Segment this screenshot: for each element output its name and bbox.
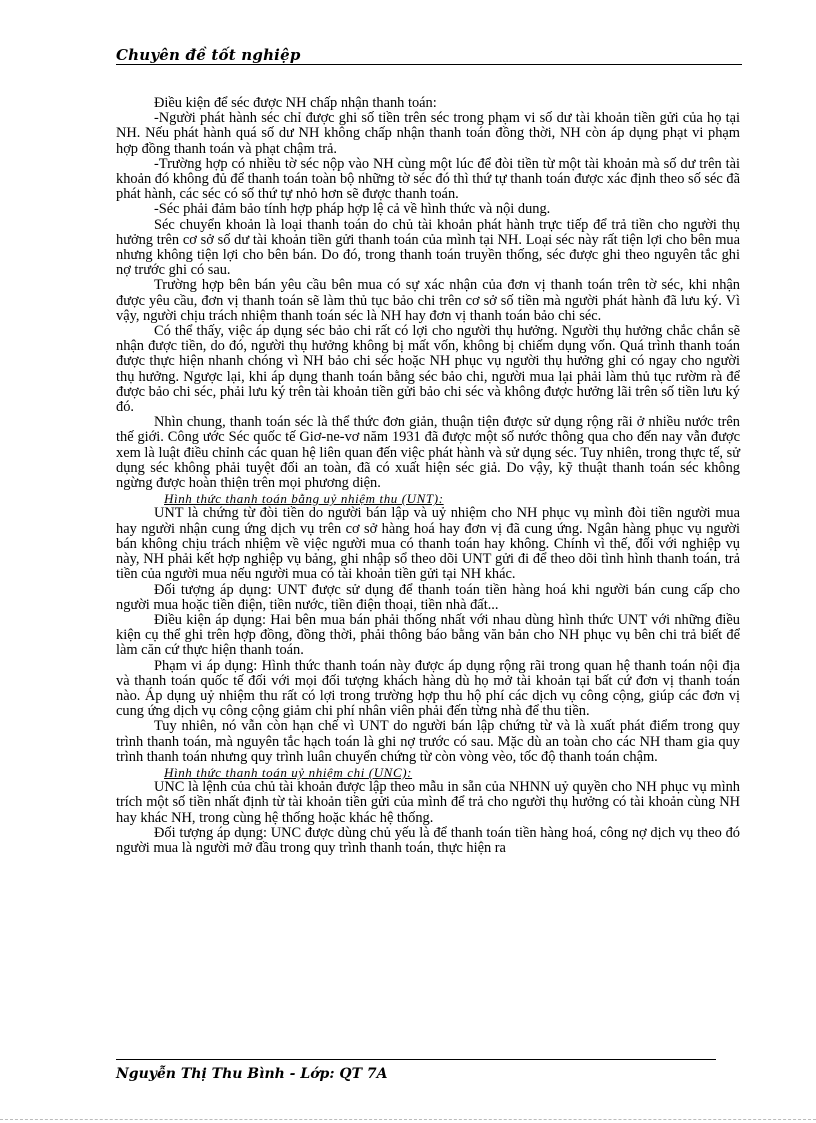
document-body — [116, 96, 740, 856]
paragraph: Trường hợp bên bán yêu cầu bên mua có sự xác nhận của đơn vị thanh toán trên tờ séc, khi nhận được yêu cầu, đơn vị thanh toán sẽ làm thủ tục bảo chi trên cơ sở số tiền mà người phát hành đã lưu ký. Vì vậy, người chịu trách nhiệm thanh toán séc là NH hay đơn vị thanh toán bảo chi séc. — [116, 277, 740, 324]
paragraph: Séc chuyển khoản là loại thanh toán do chủ tài khoản phát hành trực tiếp để trả tiền cho người thụ hưởng trên cơ sở số dư tài khoản tiền gửi thanh toán của mình tại NH. Loại séc này rất tiện lợi cho bên mua nhưng không tiện lợi cho bên bán. Do đó, trong thanh toán truyền thống, séc được ghi theo nguyên tắc ghi nợ trước ghi có sau. — [116, 216, 740, 279]
paragraph: Tuy nhiên, nó vẫn còn hạn chế vì UNT do người bán lập chứng từ và là xuất phát điểm trong quy trình thanh toán, mà nguyên tắc hạch toán là ghi nợ trước có sau. Mặc dù an toàn cho các NH tham gia quy trình thanh toán nhưng quy trình luân chuyển chứng từ còn vòng vèo, tốc độ thanh toán chậm. — [116, 718, 740, 765]
paragraph: Điều kiện để séc được NH chấp nhận thanh toán: — [154, 95, 437, 111]
paragraph: UNT là chứng từ đòi tiền do người bán lập và uỷ nhiệm cho NH phục vụ mình đòi tiền người mua hay người nhận cung ứng dịch vụ trên cơ sở hàng hoá hay đơn vị đã cung ứng. Ngân hàng phục vụ người bán không chịu trách nhiệm về việc người mua có thanh toán hay không. Chính vì thế, đối với nghiệp vụ này, NH phải kết hợp nghiệp vụ bảng, ghi nhập sổ theo dõi UNT gửi đi để theo dõi tình hình thanh toán, trả tiền của người mua nếu người mua có tài khoản tiền gửi tại NH khác. — [116, 505, 740, 583]
paragraph: Đối tượng áp dụng: UNT được sử dụng để thanh toán tiền hàng hoá khi người bán cung cấp cho người mua hoặc tiền điện, tiền nước, tiền điện thoại, tiền nhà đất... — [116, 581, 740, 613]
section-heading-unt: Hình thức thanh toán bằng uỷ nhiệm thu (UNT): — [164, 491, 444, 507]
paragraph: Phạm vi áp dụng: Hình thức thanh toán này được áp dụng rộng rãi trong quan hệ thanh toán nội địa và thanh toán quốc tế đối với mọi đối tượng khách hàng dù họ mở tài khoản tại bất cứ đơn vị thanh toán nào. Áp dụng uỷ nhiệm thu rất có lợi trong trường hợp thu hộ phí các dịch vụ công cộng, giúp các đơn vị cung ứng dịch vụ công cộng giảm chi phí nhân viên phải đến từng nhà để thu tiền. — [116, 657, 740, 720]
header-rule — [116, 64, 742, 65]
page-header — [116, 46, 742, 64]
paragraph: -Séc phải đảm bảo tính hợp pháp hợp lệ cả về hình thức và nội dung. — [154, 201, 551, 218]
section-heading-unc: Hình thức thanh toán uỷ nhiệm chi (UNC): — [164, 764, 413, 780]
footer-rule — [116, 1059, 716, 1060]
page-bottom-divider — [0, 1119, 816, 1120]
footer-author: Nguyễn Thị Thu Bình - Lớp: QT 7A — [116, 1066, 388, 1082]
header-title: Chuyên đề tốt nghiệp — [116, 46, 301, 64]
paragraph: Đối tượng áp dụng: UNC được dùng chủ yếu là để thanh toán tiền hàng hoá, công nợ dịch vụ theo đó người mua là người mở đầu trong quy trình thanh toán, thực hiện ra — [116, 824, 740, 856]
paragraph: UNC là lệnh của chủ tài khoản được lập theo mẫu in sẵn của NHNN uỷ quyền cho NH phục vụ mình trích một số tiền nhất định từ tài khoản tiền gửi của mình để trả cho người thụ hưởng có tài khoản cùng NH hay khác NH, trong cùng hệ thống hoặc khác hệ thống. — [116, 779, 740, 826]
paragraph: Điều kiện áp dụng: Hai bên mua bán phải thống nhất với nhau dùng hình thức UNT với những điều kiện cụ thể ghi trên hợp đồng, đồng thời, phải thông báo bằng văn bản cho NH phục vụ bên chi trả biết để làm căn cứ thực hiện thanh toán. — [116, 611, 740, 659]
paragraph: Có thể thấy, việc áp dụng séc bảo chi rất có lợi cho người thụ hưởng. Người thụ hưởng chắc chắn sẽ nhận được tiền, do đó, người thụ hưởng không bị mất vốn, không bị chiếm dụng vốn. Quá trình thanh toán được thực hiện nhanh chóng vì NH bảo chi séc hoặc NH phục vụ người thụ hưởng ghi có ngay cho người thụ hưởng. Ngược lại, khi áp dụng thanh toán bằng séc bảo chi, người mua lại phải làm thủ tục rườm rà để được bảo chi séc, phải lưu ký trên tài khoản tiền gửi bảo chi séc và không được hưởng lãi trên số tiền lưu ký đó. — [116, 323, 740, 416]
paragraph: -Trường hợp có nhiều tờ séc nộp vào NH cùng một lúc để đòi tiền từ một tài khoản mà số dư trên tài khoản đó không đủ để thanh toán toàn bộ những tờ séc đó thì thứ tự thanh toán được xác định theo số séc đã phát hành, các séc có số thứ tự nhỏ hơn sẽ được thanh toán. — [116, 155, 740, 203]
paragraph: -Người phát hành séc chỉ được ghi số tiền trên séc trong phạm vi số dư tài khoản tiền gửi của họ tại NH. Nếu phát hành quá số dư NH không chấp nhận thanh toán đồng thời, NH còn áp dụng phạt vi phạm hợp đồng thanh toán và phạt chậm trả. — [116, 110, 740, 157]
paragraph: Nhìn chung, thanh toán séc là thể thức đơn giản, thuận tiện được sử dụng rộng rãi ở nhiều nước trên thế giới. Công ước Séc quốc tế Giơ-ne-vơ năm 1931 đã được một số nước thông qua cho đến nay vẫn được xem là luật điều chỉnh các quan hệ liên quan đến việc phát hành và sử dụng séc. Tuy nhiên, trong thực tế, sử dụng séc không phải tuyệt đối an toàn, đã có xuất hiện séc giả. Do vậy, kỹ thuật thanh toán séc không ngừng được hoàn thiện trên mọi phương diện. — [116, 414, 740, 492]
